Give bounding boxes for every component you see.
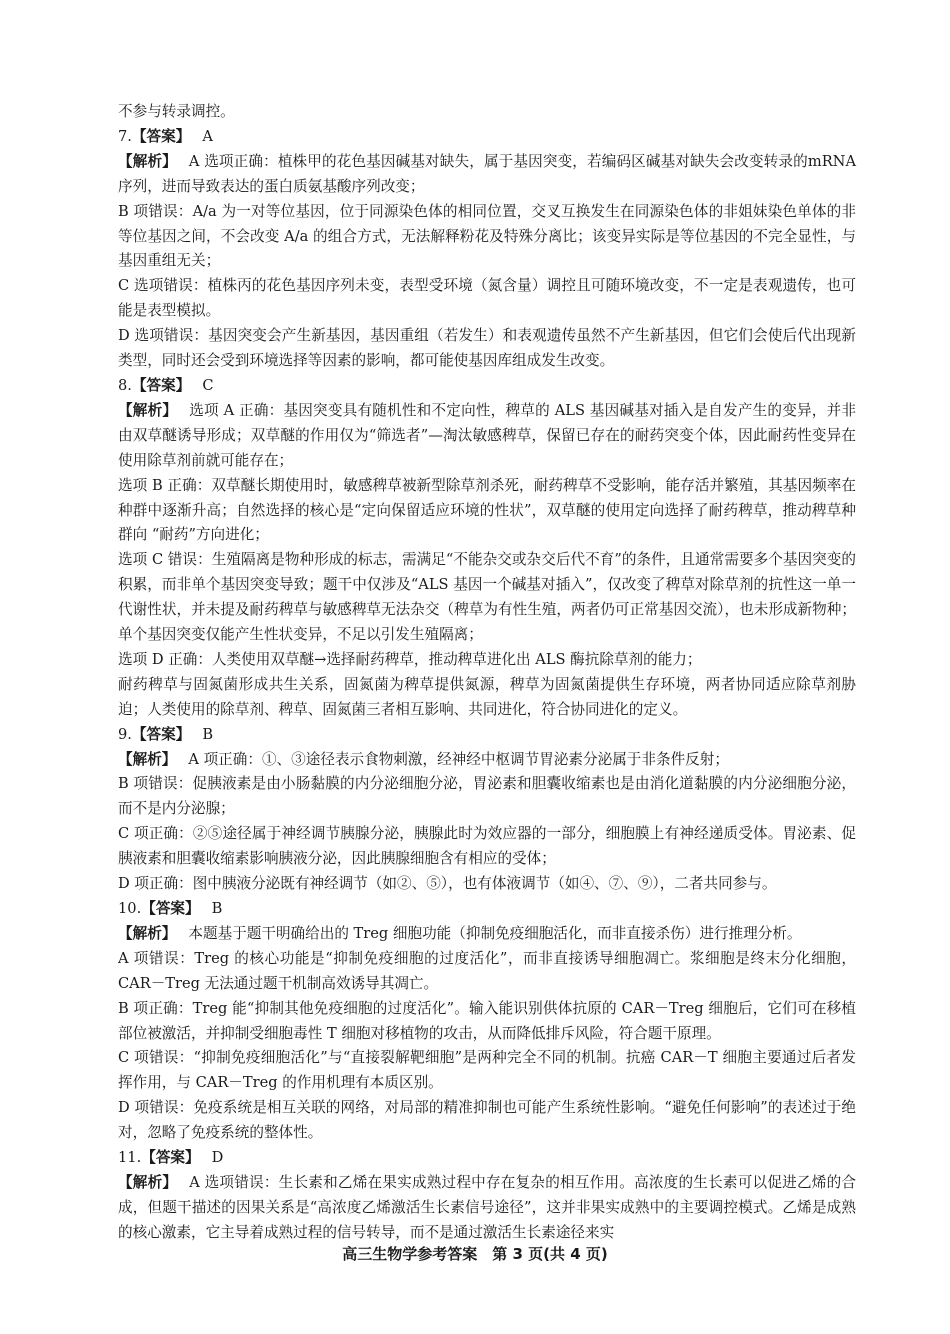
answer-value: B (211, 900, 223, 917)
paragraph: C 项正确：②⑤途径属于神经调节胰腺分泌，胰腺此时为效应器的一部分，细胞膜上有神经递质受体。胃泌素、促胰液素和胆囊收缩素影响胰液分泌，因此胰腺细胞含有相应的受体； (118, 825, 856, 868)
analysis-tag: 【解析】 (118, 152, 177, 170)
answer-tag: 【答案】 (131, 127, 191, 145)
analysis-q8 (118, 399, 856, 474)
answer-content (118, 100, 856, 1246)
paragraph: B 项错误：促胰液素是由小肠黏膜的内分泌细胞分泌，胃泌素和胆囊收缩素也是由消化道黏膜的内分泌细胞分泌，而不是内分泌腺； (118, 775, 856, 818)
paragraph: D 项正确：图中胰液分泌既有神经调节（如②、⑤），也有体液调节（如④、⑦、⑨），二者共同参与。 (118, 875, 777, 893)
analysis-text: A 选项错误：生长素和乙烯在果实成熟过程中存在复杂的相互作用。高浓度的生长素可以促进乙烯的合成，但题干描述的因果关系是“高浓度乙烯激活生长素信号途径”，这并非果实成熟中的主要调控模式。乙烯是成熟的核心激素，它主导着成熟过程的信号转导，而不是通过激活生长素途径来实 (118, 1173, 856, 1241)
paragraph: C 选项错误：植株丙的花色基因序列未变，表型受环境（氮含量）调控且可随环境改变，不一定是表观遗传，也可能是表型模拟。 (118, 277, 856, 320)
analysis-tag: 【解析】 (118, 924, 177, 942)
answer-line-q7 (118, 125, 856, 150)
analysis-text: 本题基于题干明确给出的 Treg 细胞功能（抑制免疫细胞活化，而非直接杀伤）进行推理分析。 (188, 924, 802, 942)
analysis-text: A 选项正确：植株甲的花色基因碱基对缺失，属于基因突变，若编码区碱基对缺失会改变转录的mRNA 序列，进而导致表达的蛋白质氨基酸序列改变； (118, 152, 856, 195)
answer-value: A (202, 127, 213, 145)
paragraph: B 项正确：Treg 能“抑制其他免疫细胞的过度活化”。输入能识别供体抗原的 CAR－Treg 细胞后，它们可在移植部位被激活，并抑制受细胞毒性 T 细胞对移植物的攻击，从而降低排斥风险，符合题干原理。 (118, 999, 856, 1042)
answer-value: B (202, 725, 214, 743)
paragraph: 选项 B 正确：双草醚长期使用时，敏感稗草被新型除草剂杀死，耐药稗草不受影响，能存活并繁殖，其基因频率在种群中逐渐升高；自然选择的核心是“定向保留适应环境的性状”，双草醚的使用定向选择了耐药稗草，推动稗草种群向 “耐药”方向进化； (118, 476, 856, 544)
analysis-tag: 【解析】 (118, 401, 178, 419)
paragraph: D 项错误：免疫系统是相互关联的网络，对局部的精准抑制也可能产生系统性影响。“避免任何影响”的表述过于绝对，忽略了免疫系统的整体性。 (118, 1099, 856, 1142)
question-number: 10. (118, 900, 142, 917)
paragraph: 选项 C 错误：生殖隔离是物种形成的标志，需满足“不能杂交或杂交后代不育”的条件，且通常需要多个基因突变的积累，而非单个基因突变导致；题干中仅涉及“ALS 基因一个碱基对插入”，仅改变了稗草对除草剂的抗性这一单一代谢性状，并未提及耐药稗草与敏感稗草无法杂交（稗草为有性生殖，两者仍可正常基因交流），也未形成新物种；单个基因突变仅能产生性状变异，不足以引发生殖隔离； (118, 551, 856, 644)
analysis-q11 (118, 1171, 856, 1246)
answer-value: C (202, 376, 214, 394)
paragraph: 选项 D 正确：人类使用双草醚→选择耐药稗草，推动稗草进化出 ALS 酶抗除草剂的能力； (118, 650, 702, 668)
answer-line-q9 (118, 723, 856, 748)
answer-line-q11 (118, 1146, 856, 1171)
analysis-q9 (118, 748, 856, 773)
analysis-q7 (118, 150, 856, 200)
analysis-tag: 【解析】 (118, 750, 177, 768)
answer-tag: 【答案】 (141, 900, 200, 917)
paragraph: D 选项错误：基因突变会产生新基因，基因重组（若发生）和表观遗传虽然不产生新基因，但它们会使后代出现新类型，同时还会受到环境选择等因素的影响，都可能使基因库组成发生改变。 (118, 327, 856, 370)
paragraph: B 项错误：A/a 为一对等位基因，位于同源染色体的相同位置，交叉互换发生在同源染色体的非姐妹染色单体的非等位基因之间，不会改变 A/a 的组合方式，无法解释粉花及特殊分离比；该变异实际是等位基因的不完全显性，与基因重组无关； (118, 202, 856, 270)
answer-tag: 【答案】 (141, 1149, 200, 1167)
answer-tag: 【答案】 (131, 725, 191, 743)
paragraph: 耐药稗草与固氮菌形成共生关系，固氮菌为稗草提供氮源，稗草为固氮菌提供生存环境，两者协同适应除草剂胁迫；人类使用的除草剂、稗草、固氮菌三者相互影响、共同进化，符合协同进化的定义。 (118, 675, 856, 718)
paragraph: C 项错误：“抑制免疫细胞活化”与“直接裂解靶细胞”是两种完全不同的机制。抗癌 CAR－T 细胞主要通过后者发挥作用，与 CAR－Treg 的作用机理有本质区别。 (118, 1049, 856, 1092)
paragraph: A 项错误：Treg 的核心功能是“抑制免疫细胞的过度活化”，而非直接诱导细胞凋亡。浆细胞是终末分化细胞，CAR－Treg 无法通过题干机制高效诱导其凋亡。 (118, 949, 856, 992)
continuation-line: 不参与转录调控。 (118, 103, 235, 120)
question-number: 7. (118, 127, 132, 145)
question-number: 9. (118, 725, 132, 743)
answer-tag: 【答案】 (131, 376, 191, 394)
page-footer: 高三生物学参考答案 第 3 页(共 4 页) (342, 1245, 608, 1263)
question-number: 8. (118, 376, 132, 394)
analysis-q10 (118, 922, 856, 947)
answer-line-q8 (118, 374, 856, 399)
analysis-tag: 【解析】 (118, 1173, 178, 1191)
answer-line-q10 (118, 897, 856, 922)
question-number: 11. (118, 1149, 142, 1167)
answer-value: D (211, 1149, 224, 1167)
analysis-text: 选项 A 正确：基因突变具有随机性和不定向性，稗草的 ALS 基因碱基对插入是自发产生的变异，并非由双草醚诱导形成；双草醚的作用仅为“筛选者”—淘汰敏感稗草，保留已存在的耐药突变个体，因此耐药性变异在使用除草剂前就可能存在； (118, 401, 856, 469)
analysis-text: A 项正确：①、③途径表示食物刺激，经神经中枢调节胃泌素分泌属于非条件反射； (188, 750, 729, 768)
